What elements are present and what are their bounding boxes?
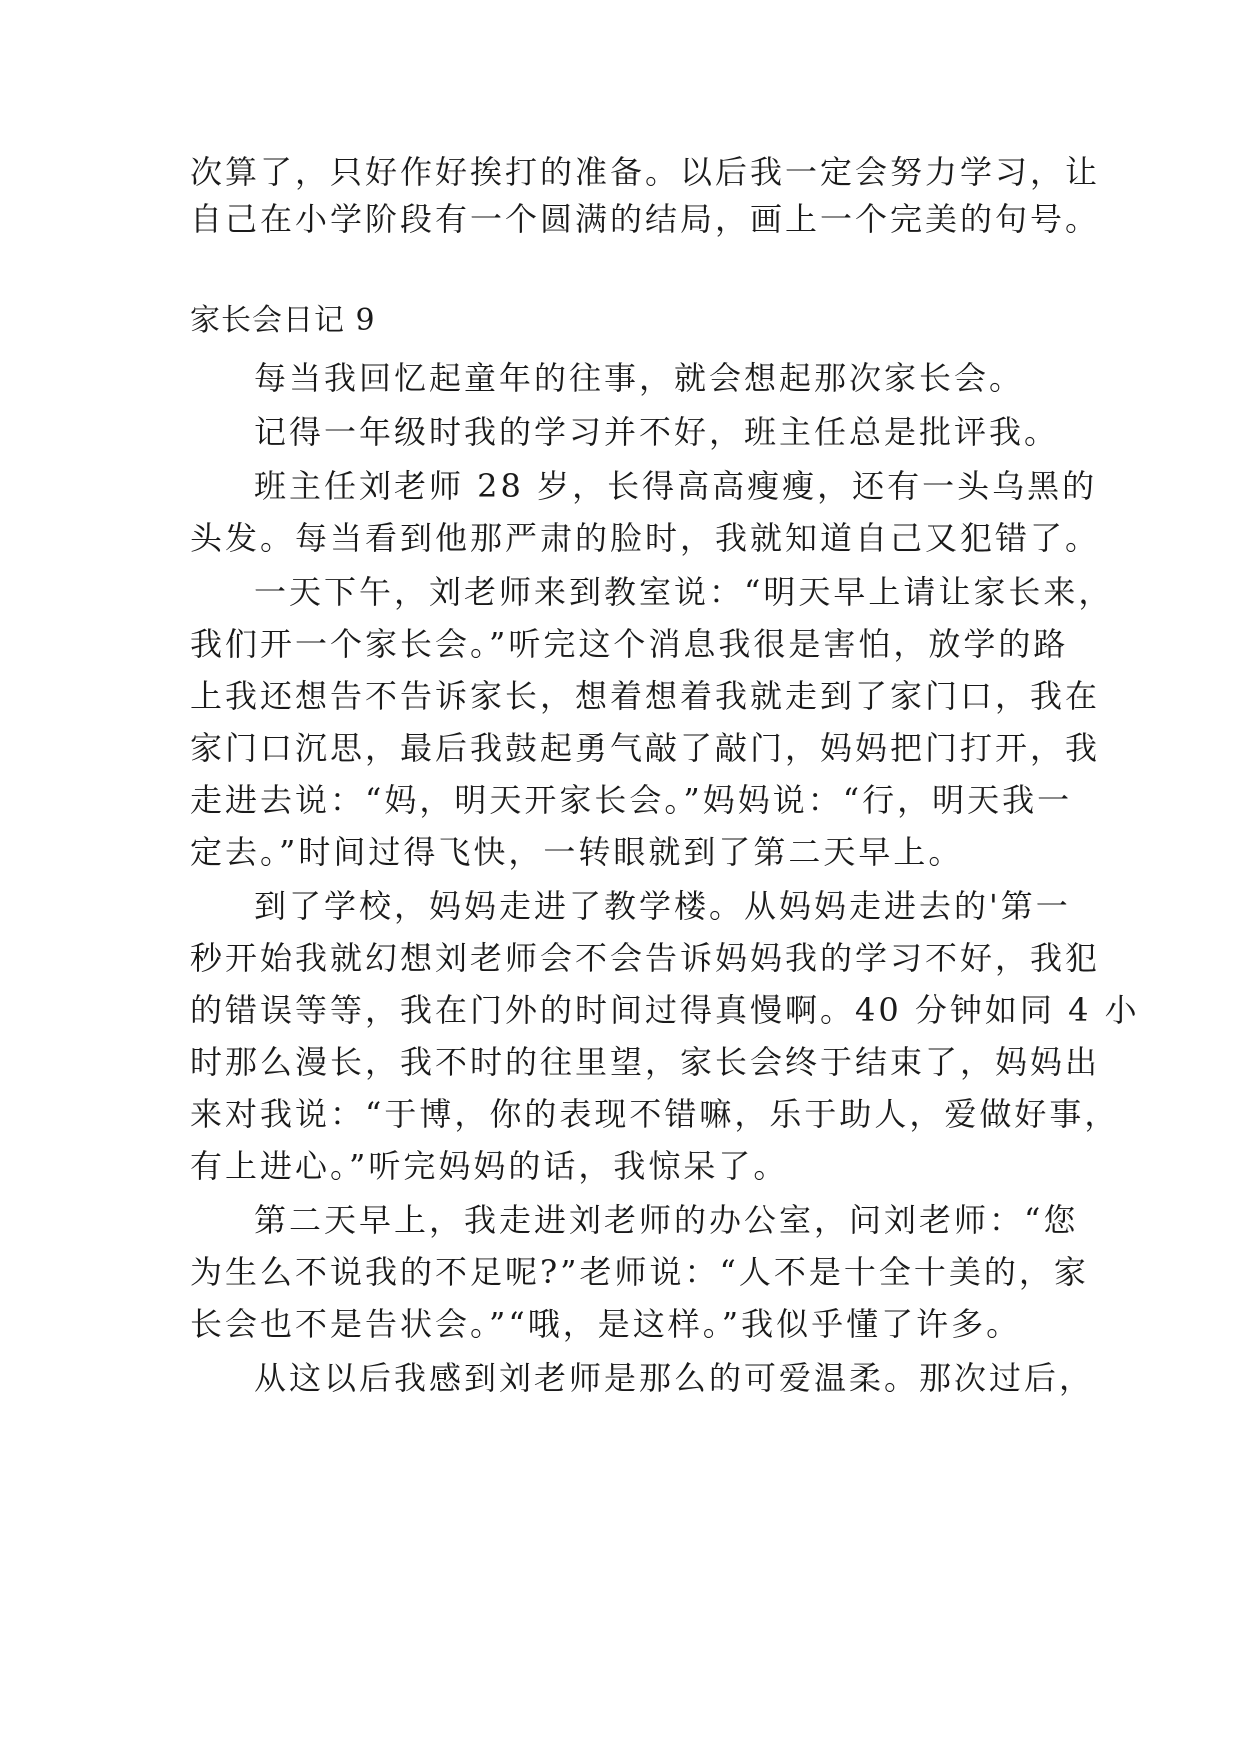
paragraph-line: 走进去说：“妈，明天开家长会。”妈妈说：“行，明天我一 — [190, 781, 1073, 819]
intro-line: 自己在小学阶段有一个圆满的结局，画上一个完美的句号。 — [190, 200, 1101, 238]
paragraph-line: 记得一年级时我的学习并不好，班主任总是批评我。 — [254, 413, 1060, 451]
paragraph-line: 为生么不说我的不足呢?”老师说：“人不是十全十美的，家 — [190, 1253, 1089, 1291]
paragraph-line: 我们开一个家长会。”听完这个消息我很是害怕，放学的路 — [190, 625, 1069, 663]
paragraph-line: 来对我说：“于博，你的表现不错嘛，乐于助人，爱做好事， — [190, 1095, 1120, 1133]
intro-line: 次算了，只好作好挨打的准备。以后我一定会努力学习，让 — [190, 153, 1101, 191]
paragraph-line: 的错误等等，我在门外的时间过得真慢啊。40 分钟如同 4 小 — [190, 991, 1140, 1029]
paragraph-line: 从这以后我感到刘老师是那么的可爱温柔。那次过后， — [254, 1359, 1095, 1397]
paragraph-line: 家门口沉思，最后我鼓起勇气敲了敲门，妈妈把门打开，我 — [190, 729, 1101, 767]
paragraph-line: 每当我回忆起童年的往事，就会想起那次家长会。 — [254, 359, 1025, 397]
paragraph-line: 到了学校，妈妈走进了教学楼。从妈妈走进去的'第一 — [254, 887, 1071, 925]
paragraph-line: 长会也不是告状会。”“哦，是这样。”我似乎懂了许多。 — [190, 1305, 1022, 1343]
section-title: 家长会日记 9 — [190, 303, 376, 338]
paragraph-line: 有上进心。”听完妈妈的话，我惊呆了。 — [190, 1147, 789, 1185]
paragraph-line: 一天下午，刘老师来到教室说：“明天早上请让家长来， — [254, 573, 1114, 611]
paragraph-line: 上我还想告不告诉家长，想着想着我就走到了家门口，我在 — [190, 677, 1101, 715]
paragraph-line: 秒开始我就幻想刘老师会不会告诉妈妈我的学习不好，我犯 — [190, 939, 1101, 977]
paragraph-line: 头发。每当看到他那严肃的脸时，我就知道自己又犯错了。 — [190, 519, 1101, 557]
paragraph-line: 第二天早上，我走进刘老师的办公室，问刘老师：“您 — [254, 1201, 1079, 1239]
paragraph-line: 班主任刘老师 28 岁，长得高高瘦瘦，还有一头乌黑的 — [254, 467, 1098, 505]
paragraph-line: 时那么漫长，我不时的往里望，家长会终于结束了，妈妈出 — [190, 1043, 1101, 1081]
paragraph-line: 定去。”时间过得飞快，一转眼就到了第二天早上。 — [190, 833, 964, 871]
